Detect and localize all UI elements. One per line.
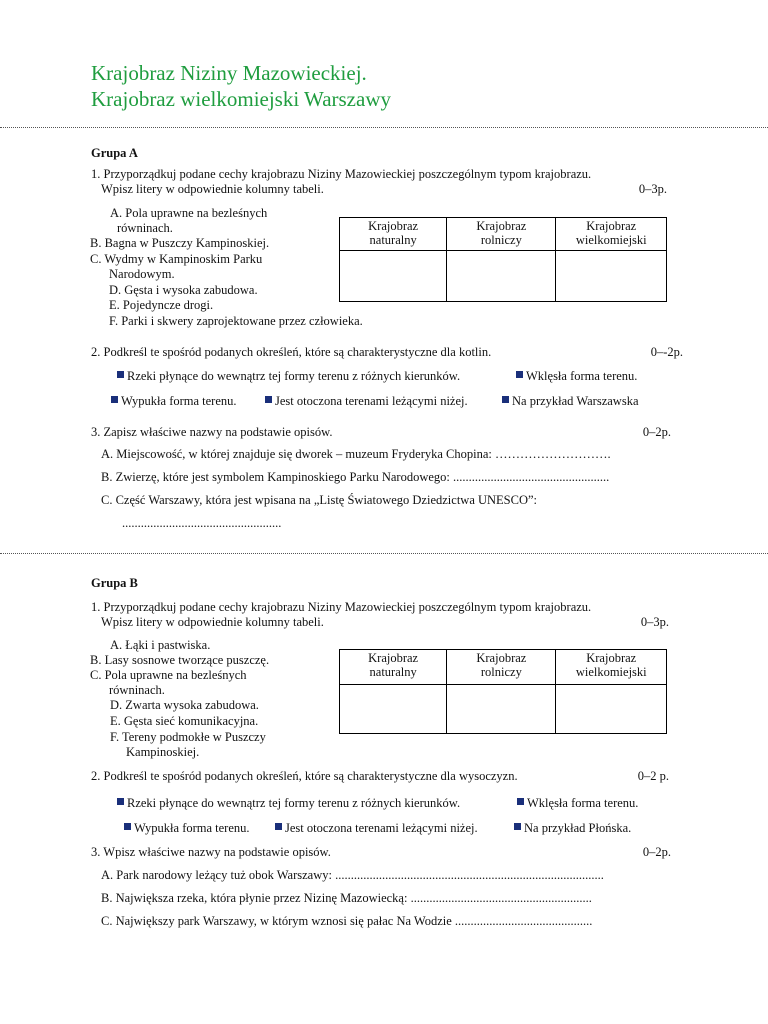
group-b-q2-option[interactable]: Rzeki płynące do wewnątrz tej formy terenu z różnych kierunków. [117,796,460,811]
group-a-q3-c-blank[interactable]: ................................................... [122,516,282,530]
group-b-q2-option[interactable]: Na przykład Płońska. [514,821,631,836]
group-b-q2-option[interactable]: Wklęsła forma terenu. [517,796,638,811]
group-b-item: B. Lasy sosnowe tworzące puszczę. [90,653,270,667]
group-b-q1-line1: 1. Przyporządkuj podane cechy krajobrazu Niziny Mazowieckiej poszczególnym typom krajobrazu. [91,600,592,614]
group-b-item: E. Gęsta sieć komunikacyjna. [110,714,259,728]
group-b-item: C. Pola uprawne na bezleśnych [90,668,247,682]
group-b-q3-points: 0–2p. [642,845,671,859]
group-a-q3-a: A. Miejscowość, w której znajduje się dworek – muzeum Fryderyka Chopina: ………………………. [101,447,611,461]
group-a-q1-line2: Wpisz litery w odpowiednie kolumny tabeli. [101,182,324,196]
title-line-1: Krajobraz Niziny Mazowieckiej. [91,61,367,85]
bullet-square-icon [516,371,523,378]
bullet-square-icon [514,823,521,830]
group-a-item: E. Pojedyncze drogi. [109,298,214,312]
group-b-q2-points: 0–2 p. [637,769,669,783]
group-a-item: C. Wydmy w Kampinoskim Parku [90,252,263,266]
group-a-q2-points: 0–-2p. [650,345,683,359]
table-cell-naturalny[interactable] [340,251,447,302]
group-a-q1-points: 0–3p. [638,182,667,196]
group-b-q1-points: 0–3p. [640,615,669,629]
group-a-q3-question: 3. Zapisz właściwe nazwy na podstawie opisów. [91,425,333,439]
separator-middle [0,553,768,554]
group-a-item: D. Gęsta i wysoka zabudowa. [109,283,258,297]
table-header-naturalny: Krajobraz naturalny [340,650,447,685]
group-a-item: A. Pola uprawne na bezleśnych [110,206,268,220]
table-header-wielkomiejski: Krajobraz wielkomiejski [556,650,667,685]
group-a-q3-b: B. Zwierzę, które jest symbolem Kampinoskiego Parku Narodowego: .................................................. [101,470,610,484]
group-a-q1-line1: 1. Przyporządkuj podane cechy krajobrazu Niziny Mazowieckiej poszczególnym typom krajobrazu. [91,167,592,181]
bullet-square-icon [117,798,124,805]
group-b-item: D. Zwarta wysoka zabudowa. [110,698,259,712]
table-cell-rolniczy[interactable] [447,251,556,302]
group-a-q2-option[interactable]: Rzeki płynące do wewnątrz tej formy terenu z różnych kierunków. [117,369,460,384]
group-b-classification-table [339,649,667,734]
bullet-square-icon [111,396,118,403]
group-b-q3-question: 3. Wpisz właściwe nazwy na podstawie opisów. [91,845,331,859]
group-b-label: Grupa B [91,576,138,590]
bullet-square-icon [124,823,131,830]
group-a-q2-question: 2. Podkreśl te spośród podanych określeń, które są charakterystyczne dla kotlin. [91,345,492,359]
table-cell-wielkomiejski[interactable] [556,251,667,302]
bullet-square-icon [275,823,282,830]
group-b-q2-question: 2. Podkreśl te spośród podanych określeń, które są charakterystyczne dla wysoczyzn. [91,769,518,783]
group-b-q1-line2: Wpisz litery w odpowiednie kolumny tabeli. [101,615,324,629]
table-header-rolniczy: Krajobraz rolniczy [447,650,556,685]
group-a-q2-option[interactable]: Na przykład Warszawska [502,394,639,409]
bullet-square-icon [517,798,524,805]
group-b-item: A. Łąki i pastwiska. [110,638,211,652]
group-a-q3-points: 0–2p. [642,425,671,439]
table-cell-rolniczy[interactable] [447,685,556,734]
bullet-square-icon [265,396,272,403]
table-header-wielkomiejski: Krajobraz wielkomiejski [556,218,667,251]
group-a-q3-c: C. Część Warszawy, która jest wpisana na „Listę Światowego Dziedzictwa UNESCO”: [101,493,538,507]
table-header-naturalny: Krajobraz naturalny [340,218,447,251]
group-b-q3-b: B. Największa rzeka, która płynie przez Nizinę Mazowiecką: .......................................................... [101,891,592,905]
group-a-label: Grupa A [91,146,138,160]
group-b-item: Kampinoskiej. [126,745,200,759]
group-b-q2-option[interactable]: Jest otoczona terenami leżącymi niżej. [275,821,478,836]
group-a-item: B. Bagna w Puszczy Kampinoskiej. [90,236,270,250]
bullet-square-icon [502,396,509,403]
group-a-item: F. Parki i skwery zaprojektowane przez człowieka. [109,314,363,328]
table-cell-wielkomiejski[interactable] [556,685,667,734]
group-a-item: Narodowym. [109,267,175,281]
table-cell-naturalny[interactable] [340,685,447,734]
group-a-q2-option[interactable]: Wklęsła forma terenu. [516,369,637,384]
group-b-q3-c: C. Największy park Warszawy, w którym wznosi się pałac Na Wodzie ............................................ [101,914,593,928]
group-b-item: równinach. [109,683,165,697]
title-line-2: Krajobraz wielkomiejski Warszawy [91,87,391,111]
group-b-q3-a: A. Park narodowy leżący tuż obok Warszawy: ...................................................................................... [101,868,604,882]
group-a-q2-option[interactable]: Wypukła forma terenu. [111,394,237,409]
group-b-q2-option[interactable]: Wypukła forma terenu. [124,821,250,836]
separator-top [0,127,768,128]
group-a-q2-option[interactable]: Jest otoczona terenami leżącymi niżej. [265,394,468,409]
group-a-item: równinach. [117,221,173,235]
group-a-classification-table [339,217,667,302]
table-header-rolniczy: Krajobraz rolniczy [447,218,556,251]
bullet-square-icon [117,371,124,378]
group-b-item: F. Tereny podmokłe w Puszczy [110,730,266,744]
